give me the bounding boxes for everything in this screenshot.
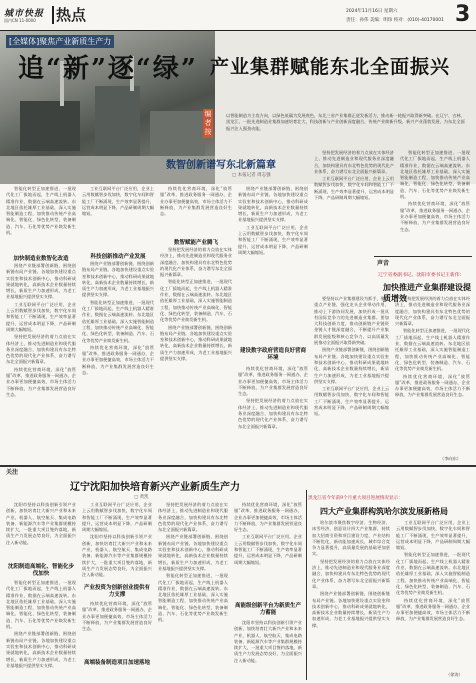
article-column bbox=[82, 186, 154, 248]
lower-subheading: 产业投资为创新创业提供有力支撑 bbox=[83, 585, 150, 598]
right-box-signature: （徐涛） bbox=[446, 672, 463, 677]
lower-subheading: 高端装备制造项目加速落地 bbox=[83, 660, 150, 666]
paragraph: 沈阳市坚持以科技创新引领产业创新，加快培育壮大新兴产业和未来产业，机器人、航空航天、集成电路装备、新能源汽车等产业集群规模持续扩大，一批重大项目签约落地，新质生产力发展态势良好，为全面振兴注入新动能。 bbox=[234, 620, 302, 663]
paragraph: 围绕产业链部署创新链，围绕创新链布局产业链。各地加快建设重点实验室和技术创新中心，推动科研成果就地转化，高新技术企业数量持续增长，新质生产力加速形成，为老工业基地振兴提供坚实支撑。 bbox=[160, 324, 232, 362]
lower-byline: □ 黄凯 bbox=[134, 495, 149, 500]
paragraph: 持续优化营商环境，深化“放管服”改革，推进政务服务一网通办，企业办事更加便捷高效，市场主体活力不断释放，为产业集群发展营造良好生态。 bbox=[6, 366, 76, 397]
section-divider bbox=[52, 6, 54, 24]
paragraph: 智能化转型正加速推进，一批现代化工厂拔地而起，生产线上机器人精准作业，数据在云端高速流转。东北地区依托雄厚工业基础，深入实施智能制造工程，加快推动传统产业高端化、智能化、绿色化转型，装备制造、汽车、石化等优势产业焕发新生机。 bbox=[160, 279, 232, 323]
column-subheading: 数智赋能产业腾飞 bbox=[173, 240, 218, 246]
editorial-tag: 编者按 bbox=[204, 110, 212, 136]
paragraph: 持续优化营商环境，深化“放管服”改革，推进政务服务一网通办，企业办事更加便捷高效，市场主体活力不断释放，为产业集群发展营造良好生态。 bbox=[400, 201, 470, 232]
box-signature: （李向东） bbox=[440, 456, 461, 461]
paragraph: 围绕产业链部署创新链，围绕创新链布局产业链。各地加快建设重点实验室和技术创新中心，推动科研成果就地转化，高新技术企业数量持续增长，新质生产力加速形成，为老工业基地振兴提供坚实支撑。 bbox=[314, 347, 389, 384]
lower-column bbox=[82, 502, 152, 582]
lower-subheading: 沈阳制造高端化、智能化步伐加快 bbox=[7, 564, 74, 577]
right-box-column bbox=[312, 520, 390, 678]
paragraph: 哈尔滨市聚焦数字经济、生物经济、冰雪经济、创意设计四大产业集群，持续加大招商引资和项目建设力度，产业结构不断优化，新动能加速成长，城市综合竞争力显著提升，高质量发展的基础更加坚实。 bbox=[312, 520, 390, 557]
paragraph: 坚持把发展经济的着力点放在实体经济上，推动先进制造业和现代服务业深度融合，加快构建具有东北特色优势的现代化产业体系，奋力谱写东北全面振兴新篇章。 bbox=[395, 296, 470, 327]
box-rule bbox=[374, 256, 472, 257]
lower-column bbox=[6, 580, 76, 680]
paragraph: 持续优化营商环境，深化“放管服”改革，推进政务服务一网通办，企业办事更加便捷高效，市场主体活力不断释放，为产业集群发展营造良好生态。 bbox=[82, 344, 154, 376]
lower-headline: 辽宁沈阳加快培育新兴产业新质生产力 bbox=[70, 482, 240, 493]
lower-column bbox=[234, 620, 302, 680]
box-kicker: 辽宁省委副书记、沈阳市委书记王新伟： bbox=[378, 273, 465, 278]
paragraph: 持续优化营商环境，深化“放管服”改革，推进政务服务一网通办，企业办事更加便捷高效，市场主体活力不断释放，为产业集群发展营造良好生态。 bbox=[82, 601, 152, 632]
article-column bbox=[400, 150, 470, 253]
lower-subheading: 高能级创新平台为新质生产力蓄能 bbox=[234, 603, 301, 616]
article-column bbox=[82, 261, 154, 463]
column-rule bbox=[306, 490, 307, 680]
right-box-kicker: 黑龙江省今年前9个月重大项目进展情况显示： bbox=[308, 496, 403, 501]
article-byline: □ 本报记者 周志强 bbox=[232, 173, 271, 178]
lower-section-label: 关注 bbox=[6, 469, 19, 476]
paragraph: 持续优化营商环境，深化“放管服”改革，推进政务服务一网通办，企业办事更加便捷高效，市场主体活力不断释放，为产业集群发展营造良好生态。 bbox=[396, 597, 470, 622]
paragraph: 工业互联网平台广泛应用，企业上云用数赋智步伐加快，数字化车间和智能工厂不断涌现，生产效率显著提升，运营成本明显下降，产品研制周期大幅缩短。 bbox=[234, 534, 302, 565]
paragraph: 工业互联网平台广泛应用，企业上云用数赋智步伐加快，数字化车间和智能工厂不断涌现，生产效率显著提升，运营成本明显下降，产品研制周期大幅缩短。 bbox=[314, 386, 389, 417]
paragraph: 智能化转型正加速推进，一批现代化工厂拔地而起，生产线上机器人精准作业，数据在云端高速流转。东北地区依托雄厚工业基础，深入实施智能制造工程，加快推动传统产业高端化、智能化、绿色化转型，装备制造、汽车、石化等优势产业焕发新生机。 bbox=[396, 552, 470, 596]
paragraph: 智能化转型正加速推进，一批现代化工厂拔地而起，生产线上机器人精准作业，数据在云端高速流转。东北地区依托雄厚工业基础，深入实施智能制造工程，加快推动传统产业高端化、智能化、绿色化转型，装备制造、汽车、石化等优势产业焕发新生机。 bbox=[400, 150, 470, 200]
date-line: 2024年11月16日 星期六 bbox=[346, 9, 398, 14]
paragraph: 坚持把发展经济的着力点放在实体经济上，推动先进制造业和现代服务业深度融合，加快构建具有东北特色优势的现代化产业体系，奋力谱写东北全面振兴新篇章。 bbox=[238, 398, 308, 429]
paragraph: 工业互联网平台广泛应用，企业上云用数赋智步伐加快，数字化车间和智能工厂不断涌现，生产效率显著提升，运营成本明显下降，产品研制周期大幅缩短。 bbox=[82, 186, 154, 217]
article-column bbox=[160, 186, 232, 234]
paragraph: 工业互联网平台广泛应用，企业上云用数赋智步伐加快，数字化车间和智能工厂不断涌现，生产效率显著提升，运营成本明显下降，产品研制周期大幅缩短。 bbox=[314, 176, 394, 201]
paragraph: 工业互联网平台广泛应用，企业上云用数赋智步伐加快，数字化车间和智能工厂不断涌现，生产效率显著提升，运营成本明显下降，产品研制周期大幅缩短。 bbox=[82, 502, 152, 533]
paragraph: 智能化转型正加速推进，一批现代化工厂拔地而起，生产线上机器人精准作业，数据在云端高速流转。东北地区依托雄厚工业基础，深入实施智能制造工程，加快推动传统产业高端化、智能化、绿色化转型，装备制造、汽车、石化等优势产业焕发新生机。 bbox=[395, 328, 470, 372]
article-column bbox=[6, 186, 76, 252]
right-box-title: 四大产业集群构筑哈尔滨发展新格局 bbox=[320, 506, 448, 516]
paragraph: 沈阳市坚持以科技创新引领产业创新，加快培育壮大新兴产业和未来产业，机器人、航空航天、集成电路装备、新能源汽车等产业集群规模持续扩大，一批重大项目签约落地，新质生产力发展态势良好，为全面振兴注入新动能。 bbox=[6, 502, 76, 545]
paragraph: 坚持把发展经济的着力点放在实体经济上，推动先进制造业和现代服务业深度融合，加快构建具有东北特色优势的现代化产业体系，奋力谱写东北全面振兴新篇章。 bbox=[158, 502, 228, 533]
paragraph: 围绕产业链部署创新链，围绕创新链布局产业链。各地加快建设重点实验室和技术创新中心，推动科研成果就地转化，高新技术企业数量持续增长，新质生产力加速形成，为老工业基地振兴提供坚实支撑。 bbox=[6, 631, 76, 668]
paragraph: 工业互联网平台广泛应用，企业上云用数赋智步伐加快，数字化车间和智能工厂不断涌现，生产效率显著提升，运营成本明显下降，产品研制周期大幅缩短。 bbox=[6, 301, 76, 332]
article-column bbox=[238, 186, 308, 346]
page-number: 3 bbox=[455, 2, 471, 27]
box-column bbox=[395, 296, 470, 454]
column-subheading: 科技创新推动产业发展 bbox=[90, 254, 146, 260]
registration-number: 国内CN 11-0000 bbox=[4, 18, 36, 23]
banner-kicker: [全媒体]聚焦产业新质生产力 bbox=[6, 35, 114, 48]
lower-column bbox=[6, 502, 76, 562]
section-rule bbox=[0, 465, 476, 467]
lower-column bbox=[82, 601, 152, 656]
right-box-column bbox=[396, 520, 470, 670]
paragraph: 坚持把发展经济的着力点放在实体经济上，推动先进制造业和现代服务业深度融合，加快构建具有东北特色优势的现代化产业体系，奋力谱写东北全面振兴新篇章。 bbox=[312, 558, 390, 589]
column-subheading: 建设数字政府营造良好营商环境 bbox=[239, 348, 306, 361]
paragraph: 工业互联网平台广泛应用，企业上云用数赋智步伐加快，数字化车间和智能工厂不断涌现，生产效率显著提升，运营成本明显下降，产品研制周期大幅缩短。 bbox=[238, 224, 308, 255]
article-column bbox=[238, 366, 308, 463]
paragraph: 持续优化营商环境，深化“放管服”改革，推进政务服务一网通办，企业办事更加便捷高效，市场主体活力不断释放，为产业集群发展营造良好生态。 bbox=[238, 366, 308, 397]
newspaper-logo: 城市快报 bbox=[4, 9, 45, 19]
article-column bbox=[160, 247, 232, 463]
paragraph: 要坚持以产业集群建设为抓手，聚焦重点产业链，强化龙头企业带动作用，推动上下游协同发展，加快形成一批具有国际竞争力的先进制造业集群。要加大科技创新力度，推动创新链产业链资金链人才链深度融合，不断提升产业集群发展能级和核心竞争力，以高质量发展推动全面振兴取得新突破。 bbox=[314, 296, 389, 346]
main-headline-right: 产业集群赋能东北全面振兴 bbox=[210, 56, 451, 78]
paragraph: 持续优化营商环境，深化“放管服”改革，推进政务服务一网通办，企业办事更加便捷高效，市场主体活力不断释放，为产业集群发展营造良好生态。 bbox=[395, 373, 470, 398]
paragraph: 坚持把发展经济的着力点放在实体经济上，推动先进制造业和现代服务业深度融合，加快构建具有东北特色优势的现代化产业体系，奋力谱写东北全面振兴新篇章。 bbox=[314, 150, 394, 174]
paragraph: 工业互联网平台广泛应用，企业上云用数赋智步伐加快，数字化车间和智能工厂不断涌现，生产效率显著提升，运营成本明显下降，产品研制周期大幅缩短。 bbox=[396, 520, 470, 551]
paragraph: 智能化转型正加速推进，一批现代化工厂拔地而起，生产线上机器人精准作业，数据在云端高速流转。东北地区依托雄厚工业基础，深入实施智能制造工程，加快推动传统产业高端化、智能化、绿色化转型，装备制造、汽车、石化等优势产业焕发新生机。 bbox=[6, 186, 76, 236]
paragraph: 围绕产业链部署创新链，围绕创新链布局产业链。各地加快建设重点实验室和技术创新中心，推动科研成果就地转化，高新技术企业数量持续增长，新质生产力加速形成，为老工业基地振兴提供坚实支撑。 bbox=[238, 186, 308, 223]
paragraph: 持续优化营商环境，深化“放管服”改革，推进政务服务一网通办，企业办事更加便捷高效，市场主体活力不断释放，为产业集群发展营造良好生态。 bbox=[234, 502, 302, 533]
main-headline-left: 追“新”逐“绿” bbox=[18, 54, 198, 84]
paragraph: 持续优化营商环境，深化“放管服”改革，推进政务服务一网通办，企业办事更加便捷高效，市场主体活力不断释放，为产业集群发展营造良好生态。 bbox=[160, 186, 232, 217]
editors-line: 责任：孙伟 美编：明珍 校对：(010)-40170001 bbox=[346, 18, 444, 23]
paragraph: 围绕产业链部署创新链，围绕创新链布局产业链。各地加快建设重点实验室和技术创新中心，推动科研成果就地转化，高新技术企业数量持续增长，新质生产力加速形成，为老工业基地振兴提供坚实支撑。 bbox=[6, 263, 76, 300]
box-title: 加快推进产业集群建设提质增效 bbox=[383, 282, 471, 303]
paragraph: 坚持把发展经济的着力点放在实体经济上，推动先进制造业和现代服务业深度融合，加快构建具有东北特色优势的现代化产业体系，奋力谱写东北全面振兴新篇章。 bbox=[160, 247, 232, 278]
article-subhead: 数智创新谱写东北新篇章 bbox=[166, 160, 276, 171]
box-column bbox=[314, 296, 389, 464]
paragraph: 围绕产业链部署创新链，围绕创新链布局产业链。各地加快建设重点实验室和技术创新中心，推动科研成果就地转化，高新技术企业数量持续增长，新质生产力加速形成，为老工业基地振兴提供坚实支撑。 bbox=[82, 261, 154, 298]
lower-column bbox=[158, 502, 228, 680]
paragraph: 智能化转型正加速推进，一批现代化工厂拔地而起，生产线上机器人精准作业，数据在云端高速流转。东北地区依托雄厚工业基础，深入实施智能制造工程，加快推动传统产业高端化、智能化、绿色化转型，装备制造、汽车、石化等优势产业焕发新生机。 bbox=[82, 299, 154, 343]
paragraph: 沈阳市坚持以科技创新引领产业创新，加快培育壮大新兴产业和未来产业，机器人、航空航天、集成电路装备、新能源汽车等产业集群规模持续扩大，一批重大项目签约落地，新质生产力发展态势良好，为全面振兴注入新动能。 bbox=[82, 534, 152, 578]
paragraph: 围绕产业链部署创新链，围绕创新链布局产业链。各地加快建设重点实验室和技术创新中心，推动科研成果就地转化，高新技术企业数量持续增长，新质生产力加速形成，为老工业基地振兴提供坚实支撑。 bbox=[312, 591, 390, 628]
article-column bbox=[6, 263, 76, 463]
article-column bbox=[314, 150, 394, 253]
paragraph: 智能化转型正加速推进，一批现代化工厂拔地而起，生产线上机器人精准作业，数据在云端高速流转。东北地区依托雄厚工业基础，深入实施智能制造工程，加快推动传统产业高端化、智能化、绿色化转型，装备制造、汽车、石化等优势产业焕发新生机。 bbox=[158, 573, 228, 623]
box-label: 声音 bbox=[377, 260, 390, 267]
paragraph: 围绕产业链部署创新链，围绕创新链布局产业链。各地加快建设重点实验室和技术创新中心，推动科研成果就地转化，高新技术企业数量持续增长，新质生产力加速形成，为老工业基地振兴提供坚实支撑。 bbox=[158, 534, 228, 571]
paragraph: 坚持把发展经济的着力点放在实体经济上，推动先进制造业和现代服务业深度融合，加快构建具有东北特色优势的现代化产业体系，奋力谱写东北全面振兴新篇章。 bbox=[6, 334, 76, 365]
lower-column bbox=[234, 502, 302, 600]
column-subheading: 加快制造业数智化改造 bbox=[13, 256, 69, 262]
editorial-intro: 以智能制造为主攻方向，以绿色低碳为发展底色，东北三省产业集群正迸发新活力，推动新一轮振兴取得新突破。在辽宁、吉林、黑龙江，一批先进制造业集群加速培育壮大，科技创新与产业创新深度融合，传统产业焕新升级，新兴产业蓬勃发展，为东北全面振兴注入强劲动能。 bbox=[226, 113, 465, 131]
paragraph: 智能化转型正加速推进，一批现代化工厂拔地而起，生产线上机器人精准作业，数据在云端高速流转。东北地区依托雄厚工业基础，深入实施智能制造工程，加快推动传统产业高端化、智能化、绿色化转型，装备制造、汽车、石化等优势产业焕发新生机。 bbox=[6, 580, 76, 630]
section-title: 热点 bbox=[56, 6, 87, 24]
